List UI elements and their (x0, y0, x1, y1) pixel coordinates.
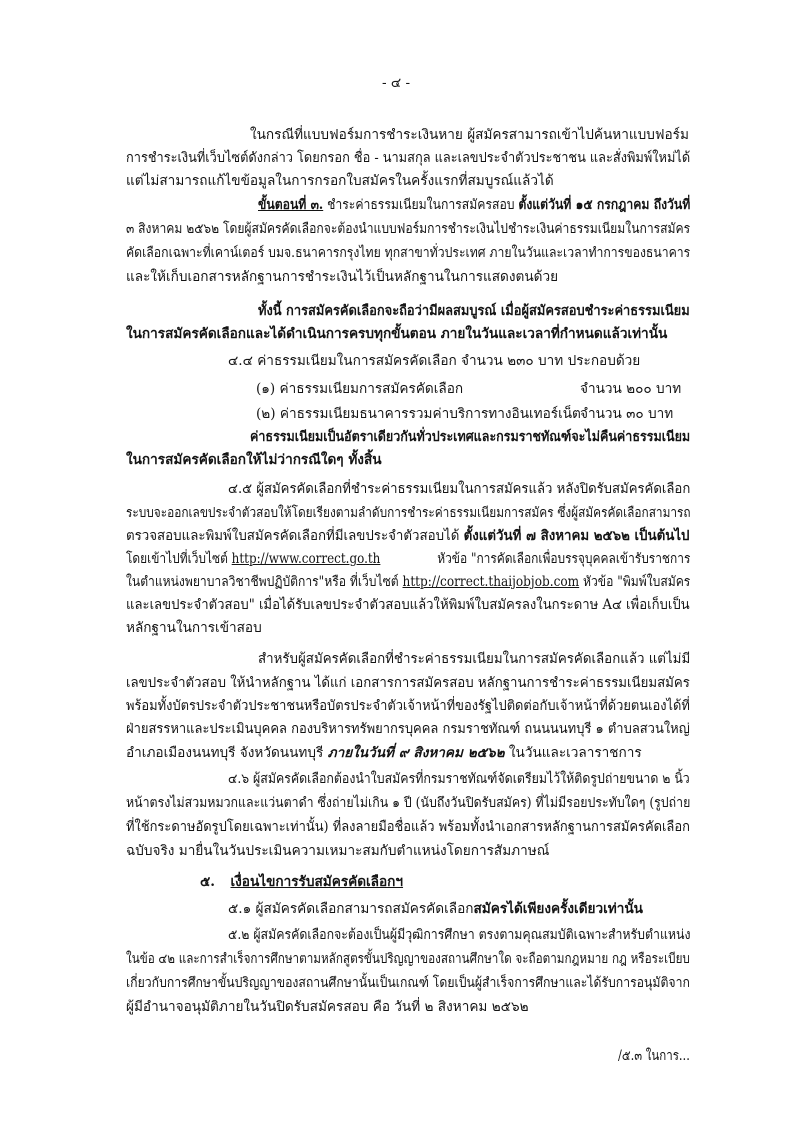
s45-line3-text: ตรวจสอบและพิมพ์ใบสมัครคัดเลือกที่มีเลขประจำตัวสอบได้ (126, 528, 464, 544)
step3-label: ขั้นตอนที่ ๓. (258, 197, 324, 213)
s45-line1: ๔.๕ ผู้สมัครคัดเลือกที่ชำระค่าธรรมเนียมในการสมัครแล้ว หลังปิดรับสมัครคัดเลือก (228, 481, 691, 497)
s44-line1: ๔.๔ ค่าธรรมเนียมในการสมัครคัดเลือก จำนวน ๒๓๐ บาท ประกอบด้วย (228, 353, 641, 369)
s45-line4 (126, 550, 690, 568)
p1-line3: แต่ไม่สามารถแก้ไขข้อมูลในการกรอกใบสมัครในครั้งแรกที่สมบูรณ์แล้วได้ (126, 173, 554, 189)
s52-line1: ๕.๒ ผู้สมัครคัดเลือกจะต้องเป็นผู้มีวุฒิการศึกษา ตรงตามคุณสมบัติเฉพาะสำหรับตำแหน่ง (228, 927, 691, 943)
noid-line2: เลขประจำตัวสอบ ให้นำหลักฐาน ได้แก่ เอกสารการสมัครสอบ หลักฐานการชำระค่าธรรมเนียมสมัคร (126, 675, 690, 691)
note-line2: ในการสมัครคัดเลือกและได้ดำเนินการครบทุกขั้นตอน ภายในวันและเวลาที่กำหนดแล้วเท่านั้น (126, 326, 668, 342)
s51-bold: สมัครได้เพียงครั้งเดียวเท่านั้น (473, 901, 643, 917)
step3-line2: ๓ สิงหาคม ๒๕๖๒ โดยผู้สมัครคัดเลือกจะต้องนำแบบฟอร์มการชำระเงินไปชำระเงินค่าธรรมเนียมในการสมัคร (126, 221, 691, 237)
p1-line2: การชำระเงินที่เว็บไซต์ดังกล่าว โดยกรอก ชื่อ - นามสกุล และเลขประจำตัวประชาชน และสั่งพิมพ์ใหม่ได้ (126, 150, 691, 166)
s46-line1: ๔.๖ ผู้สมัครคัดเลือกต้องนำใบสมัครที่กรมราชทัณฑ์จัดเตรียมไว้ให้ติดรูปถ่ายขนาด ๒ นิ้ว (228, 771, 690, 787)
note-line1: ทั้งนี้ การสมัครคัดเลือกจะถือว่ามีผลสมบูรณ์ เมื่อผู้สมัครสอบชำระค่าธรรมเนียม (258, 303, 690, 319)
continuation-note: /๕.๓ ในการ... (618, 1048, 690, 1064)
noid-line5 (126, 744, 642, 762)
s45-line5-a: ในตำแหน่งพยาบาลวิชาชีพปฏิบัติการ"หรือ ที่เว็บไซต์ (126, 574, 399, 590)
s45-line5 (126, 573, 690, 591)
step3-line4: และให้เก็บเอกสารหลักฐานการชำระเงินไว้เป็นหลักฐานในการแสดงตนด้วย (126, 269, 559, 285)
s51-line (228, 900, 643, 918)
s46-line2: หน้าตรงไม่สวมหมวกและแว่นตาดำ ซึ่งถ่ายไม่เกิน ๑ ปี (นับถึงวันปิดรับสมัคร) ที่ไม่มีรอยประทับใดๆ (รูปถ่าย (126, 795, 691, 811)
noid-line4: ฝ่ายสรรหาและประเมินบุคคล กองบริหารทรัพยากรบุคคล กรมราชทัณฑ์ ถนนนนทบุรี ๑ ตำบลสวนใหญ่ (126, 721, 690, 737)
page-number: - ๔ - (382, 75, 411, 91)
noid-line1: สำหรับผู้สมัครคัดเลือกที่ชำระค่าธรรมเนียมในการสมัครคัดเลือกแล้ว แต่ไม่มี (258, 651, 691, 667)
fee-item-1-amount: จำนวน ๒๐๐ บาท (580, 381, 682, 397)
fee-note-line1: ค่าธรรมเนียมเป็นอัตราเดียวกันทั่วประเทศและกรมราชทัณฑ์จะไม่คืนค่าธรรมเนียม (250, 429, 691, 445)
step3-dates: ตั้งแต่วันที่ ๑๕ กรกฎาคม ถึงวันที่ (518, 197, 691, 213)
p1-line1: ในกรณีที่แบบฟอร์มการชำระเงินหาย ผู้สมัครสามารถเข้าไปค้นหาแบบฟอร์ม (250, 127, 689, 143)
s45-line3 (126, 527, 689, 545)
step3-text: ชำระค่าธรรมเนียมในการสมัครสอบ (323, 197, 519, 213)
s52-line3: เกี่ยวกับการศึกษาขั้นปริญญาของสถานศึกษานั้นเป็นเกณฑ์ โดยเป็นผู้สำเร็จการศึกษาและได้รับการอนุมัติจาก (126, 975, 690, 991)
step3-line3: คัดเลือกเฉพาะที่เคาน์เตอร์ บมจ.ธนาคารกรุงไทย ทุกสาขาทั่วประเทศ ภายในวันและเวลาทำการของธนาคาร (126, 245, 691, 261)
thaijobjob-website-link[interactable]: http://correct.thaijobjob.com (402, 574, 580, 590)
s45-line4-a: โดยเข้าไปที่เว็บไซต์ (126, 551, 228, 567)
s46-line3: ที่ใช้กระดาษอัดรูปโดยเฉพาะเท่านั้น) ที่ลงลายมือชื่อแล้ว พร้อมทั้งนำเอกสารหลักฐานการสมัครคัดเลือก (126, 819, 690, 835)
fee-item-2-amount: จำนวน ๓๐ บาท (580, 406, 674, 422)
noid-line5-tail: ในวันและเวลาราชการ (504, 745, 642, 761)
s46-line4: ฉบับจริง มายื่นในวันประเมินความเหมาะสมกับตำแหน่งโดยการสัมภาษณ์ (126, 843, 550, 859)
fee-note-line2: ในการสมัครคัดเลือกให้ไม่ว่ากรณีใดๆ ทั้งสิ้น (126, 452, 382, 468)
fee-item-1-label: (๑) ค่าธรรมเนียมการสมัครคัดเลือก (256, 381, 464, 397)
s45-line6: และเลขประจำตัวสอบ" เมื่อได้รับเลขประจำตัวสอบแล้วให้พิมพ์ใบสมัครลงในกระดาษ A๔ เพื่อเก็บเป็น (126, 597, 690, 613)
s52-line4: ผู้มีอำนาจอนุมัติภายในวันปิดรับสมัครสอบ คือ วันที่ ๒ สิงหาคม ๒๕๖๒ (126, 999, 529, 1015)
s45-line4-b: หัวข้อ "การคัดเลือกเพื่อบรรจุบุคคลเข้ารับราชการ (437, 551, 691, 567)
s5-heading (200, 873, 403, 891)
noid-deadline: ภายในวันที่ ๙ สิงหาคม ๒๕๖๒ (327, 745, 505, 761)
s5-number: ๕. (200, 874, 216, 890)
step3-line1 (258, 196, 690, 214)
s45-line2: ระบบจะออกเลขประจำตัวสอบให้โดยเรียงตามลำดับการชำระค่าธรรมเนียมการสมัคร ซึ่งผู้สมัครคัดเลือกสามารถ (126, 505, 691, 521)
correct-website-link[interactable]: http://www.correct.go.th (231, 551, 381, 567)
noid-line3: พร้อมทั้งบัตรประจำตัวประชาชนหรือบัตรประจำตัวเจ้าหน้าที่ของรัฐไปติดต่อกับเจ้าหน้าที่ด้วยตนเองได้ที่ (126, 698, 690, 714)
s52-line2: ในข้อ ๔๒ และการสำเร็จการศึกษาตามหลักสูตรขั้นปริญญาของสถานศึกษาใด จะถือตามกฎหมาย กฎ หรือระเบียบ (126, 951, 690, 967)
noid-line5-text: อำเภอเมืองนนทบุรี จังหวัดนนทบุรี (126, 745, 328, 761)
s5-title: เงื่อนไขการรับสมัครคัดเลือกฯ (230, 874, 404, 890)
s51-text: ๕.๑ ผู้สมัครคัดเลือกสามารถสมัครคัดเลือก (228, 901, 474, 917)
s45-line5-b: หัวข้อ "พิมพ์ใบสมัคร (583, 574, 691, 590)
s45-print-date: ตั้งแต่วันที่ ๗ สิงหาคม ๒๕๖๒ เป็นต้นไป (463, 528, 690, 544)
s45-line7: หลักฐานในการเข้าสอบ (126, 620, 262, 636)
fee-item-2-label: (๒) ค่าธรรมเนียมธนาคารรวมค่าบริการทางอินเทอร์เน็ต (256, 406, 581, 422)
